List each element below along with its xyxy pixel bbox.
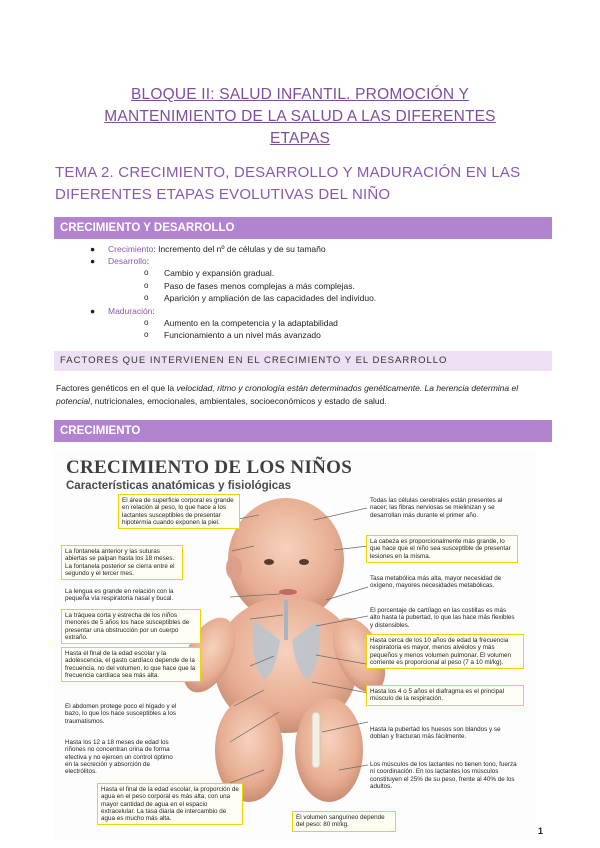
topic-heading	[55, 162, 555, 206]
note-trachea: La tráquea corta y estrecha de los niños menores de 5 años los hace susceptibles de presentar una obstrucción por un cuerpo extraño.	[61, 609, 201, 644]
note-kidneys: Hasta los 12 a 18 meses de edad los riñones no concentran orina de forma efectiva y no ejercen un control óptimo en la secreción y absorción de electrólitos.	[65, 739, 173, 776]
note-metabolic-rate: Tasa metabólica más alta, mayor necesidad de oxígeno, mayores necesidades metabólicas.	[370, 575, 502, 590]
list-item-desarrollo: ● Desarrollo:	[90, 256, 150, 266]
baby-eye-right	[299, 559, 309, 565]
bullet-icon: ●	[90, 244, 96, 254]
note-body-water: Hasta el final de la edad escolar, la proporción de agua en el peso corporal es más alta, con una mayor cantidad de agua en el espacio extracelular. La tasa diaria de intercambio de agua es mucho más alta.	[97, 783, 243, 825]
bullet-icon: ●	[90, 305, 96, 316]
baby-eye-left	[264, 559, 274, 565]
topic-line-1: TEMA 2. CRECIMIENTO, DESARROLLO Y MADURACIÓN EN LAS	[55, 164, 521, 181]
title-line-3: ETAPAS	[269, 130, 331, 147]
section-heading-crecimiento-desarrollo: CRECIMIENTO Y DESARROLLO	[54, 217, 552, 239]
infographic-title: CRECIMIENTO DE LOS NIÑOS	[66, 457, 353, 478]
definitions-list	[54, 243, 552, 342]
note-bones: Hasta la pubertad los huesos son blandos y se doblan y fracturan más fácilmente.	[370, 726, 501, 741]
circle-bullet-icon: o	[144, 293, 149, 302]
circle-bullet-icon: o	[144, 330, 149, 339]
note-muscles: Los músculos de los lactantes no tienen tono, fuerza ni coordinación. En los lactantes los músculos constituyen el 25% de su peso, frente al 40% de los adultos.	[370, 761, 517, 790]
factors-heading: FACTORES QUE INTERVIENEN EN EL CRECIMIENTO Y EL DESARROLLO	[54, 351, 552, 371]
factors-paragraph: Factores genéticos en el que la velocidad, ritmo y cronología están determinados genéticamente. La herencia determina el potencial, nutricionales, emocionales, ambientales, socioeconómicos y estado de salud.	[56, 383, 519, 406]
baby-ear	[226, 556, 242, 580]
note-abdomen: El abdomen protege poco el hígado y el bazo, lo que los hace susceptibles a los traumatismos.	[65, 703, 177, 725]
document-title	[60, 84, 540, 150]
list-item-crecimiento	[54, 243, 552, 255]
page-number: 1	[538, 826, 544, 836]
note-head-size: La cabeza es proporcionalmente más grande, lo que hace que el niño sea susceptible de presentar lesiones en la misma.	[366, 535, 518, 563]
note-skin-surface: El área de superficie corporal es grande en relación al peso, lo que hace a los lactantes susceptibles de presentar hipotermia cuando exponen la piel.	[118, 494, 240, 529]
bone-illustration	[312, 712, 320, 768]
circle-bullet-icon: o	[144, 268, 149, 277]
note-respiratory-rate: Hasta cerca de los 10 años de edad la frecuencia respiratoria es mayor, menos alvéolos y más pequeños y menos volumen pulmonar. El volumen corriente es proporcional al peso (7 a 10 ml/kg).	[366, 634, 524, 669]
note-cardiac-output: Hasta el final de la edad escolar y la adolescencia, el gasto cardíaco depende de la frecuencia, no del volumen, lo que hace que la frecuencia cardíaca sea más alta.	[61, 647, 201, 682]
sub-item: o Funcionamiento a un nivel más avanzado	[144, 330, 321, 340]
circle-bullet-icon: o	[144, 317, 149, 327]
note-diaphragm: Hasta los 4 o 5 años el diafragma es el principal músculo de la respiración.	[366, 685, 524, 706]
sub-item: o Paso de fases menos complejas a más complejas.	[144, 280, 355, 291]
baby-leg-right	[295, 698, 363, 802]
baby-mouth	[279, 589, 297, 595]
sub-item: o Cambio y expansión gradual.	[144, 268, 275, 278]
title-line-1: BLOQUE II: SALUD INFANTIL. PROMOCIÓN Y	[130, 86, 470, 103]
term-maduracion: Maduración	[108, 305, 153, 316]
note-ribs-cartilage: El porcentaje de cartílago en las costillas es más alto hasta la pubertad, lo que las hace más flexibles y distensibles.	[370, 607, 515, 629]
sub-item: o Aparición y ampliación de las capacidades del individuo.	[144, 293, 377, 303]
infographic-subtitle: Características anatómicas y fisiológicas	[66, 480, 291, 492]
list-item-maduracion: ● Maduración:	[90, 305, 155, 316]
topic-line-2: DIFERENTES ETAPAS EVOLUTIVAS DEL NIÑO	[55, 186, 391, 203]
note-blood-volume: El volumen sanguíneo depende del peso: 80 ml/kg.	[292, 811, 396, 832]
circle-bullet-icon: o	[144, 280, 149, 290]
note-brain-cells: Todas las células cerebrales están presentes al nacer; las fibras nerviosas se mielinizan y se desarrollan más durante el primer año.	[370, 497, 503, 519]
note-tongue: La lengua es grande en relación con la pequeña vía respiratoria nasal y bucal.	[65, 588, 174, 603]
title-line-2: MANTENIMIENTO DE LA SALUD A LAS DIFERENTES	[104, 108, 496, 125]
term-crecimiento: Crecimiento	[108, 244, 154, 254]
sub-item: o Aumento en la competencia y la adaptabilidad	[144, 317, 338, 328]
bullet-icon: ●	[90, 256, 96, 266]
section-heading-crecimiento: CRECIMIENTO	[54, 420, 552, 442]
definition-crecimiento: : Incremento del nº de células y de su tamaño	[153, 244, 326, 254]
term-desarrollo: Desarrollo	[108, 256, 147, 266]
note-fontanelle: La fontanela anterior y las suturas abiertas se palpan hasta los 18 meses. La fontanela posterior se cierra entre el segundo y el tercer mes.	[61, 545, 183, 580]
